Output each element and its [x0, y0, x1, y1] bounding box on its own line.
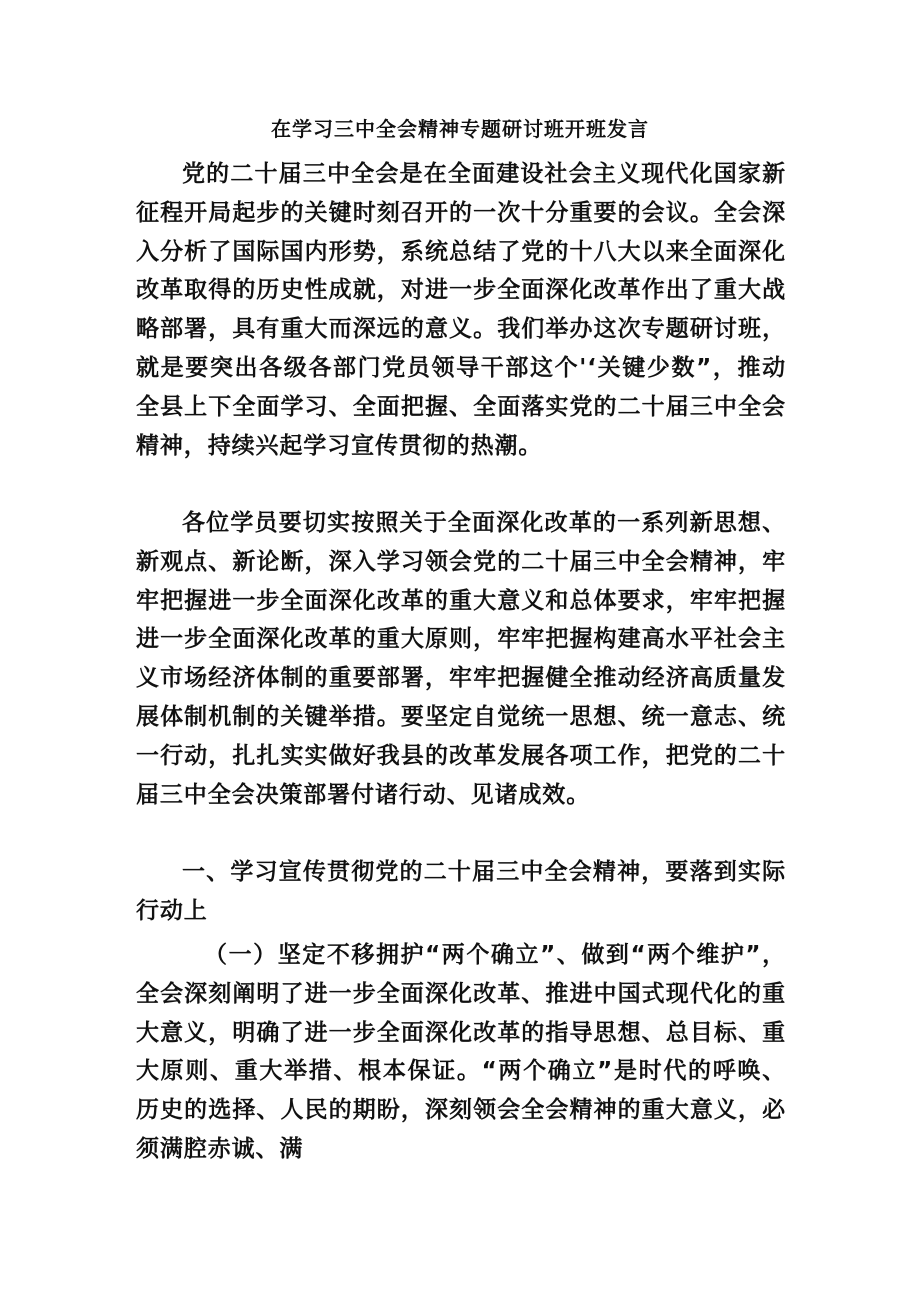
paragraph-intro: 党的二十届三中全会是在全面建设社会主义现代化国家新征程开局起步的关键时刻召开的一次十分重要的会议。全会深入分析了国际国内形势，系统总结了党的十八大以来全面深化改革取得的历史性成就，对进一步全面深化改革作出了重大战略部署，具有重大而深远的意义。我们举办这次专题研讨班，就是要突出各级各部门党员领导干部这个'‘关键少数”，推动全县上下全面学习、全面把握、全面落实党的二十届三中全会精神，持续兴起学习宣传贯彻的热潮。 [136, 161, 786, 459]
section-heading-one: 一、学习宣传贯彻党的二十届三中全会精神，要落到实际行动上 [136, 859, 786, 924]
paragraph-requirements: 各位学员要切实按照关于全面深化改革的一系列新思想、新观点、新论断，深入学习领会党的二十届三中全会精神，牢牢把握进一步全面深化改革的重大意义和总体要求，牢牢把握进一步全面深化改革的重大原则，牢牢把握构建高水平社会主义市场经济体制的重要部署，牢牢把握健全推动经济高质量发展体制机制的关键举措。要坚定自觉统一思想、统一意志、统一行动，扎扎实实做好我县的改革发展各项工作，把党的二十届三中全会决策部署付诸行动、见诸成效。 [136, 510, 786, 808]
document-title: 在学习三中全会精神专题研讨班开班发言 [271, 117, 649, 141]
paragraph-subsection-one: （一）坚定不移拥护“两个确立”、做到“两个维护”，全会深刻阐明了进一步全面深化改革、推进中国式现代化的重大意义，明确了进一步全面深化改革的指导思想、总目标、重大原则、重大举措、根本保证。“两个确立”是时代的呼唤、历史的选择、人民的期盼，深刻领会全会精神的重大意义，必须满腔赤诚、满 [136, 942, 786, 1162]
